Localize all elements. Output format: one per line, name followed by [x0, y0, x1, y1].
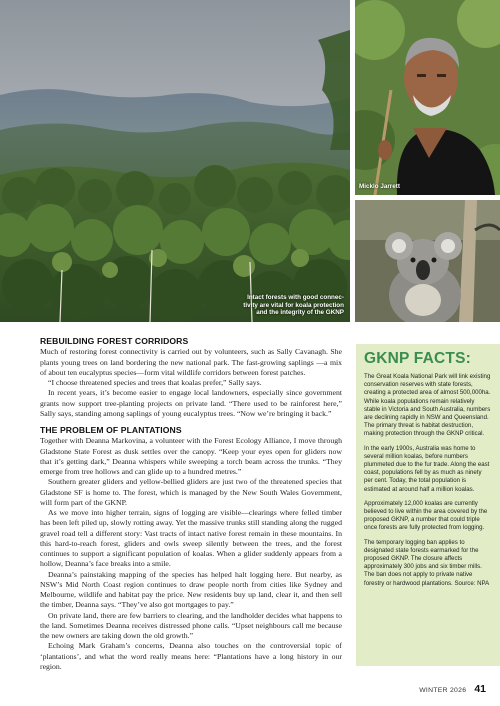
- fact-paragraph: The temporary logging ban applies to designated state forests earmarked for the proposed GKNP. The closure affects approximately 300 jobs and six timber mills. The ban does not apply to private native forestry or hardwood plantations. Source: NPA: [364, 538, 490, 587]
- forest-photo: [0, 0, 350, 322]
- article-paragraph: Deanna’s painstaking mapping of the species has helped halt logging here. But nearby, as NSW’s Mid North Coast region continues to draw people north from cities like Sydney and Melbourne, wildlife and habitat pay the price. New residents buy up land, clear it, and then sell the timber, Deanna says. “They’ve also got mortgages to pay.”: [40, 569, 342, 610]
- article-paragraph: Echoing Mark Graham’s concerns, Deanna also touches on the controversial topic of ‘plantations’, and what the word really means here: “Plantations have a long history in our region.: [40, 641, 342, 671]
- portrait-photo: [355, 0, 500, 195]
- forest-caption-line: Intact forests with good connec-: [247, 294, 344, 302]
- forest-image: [0, 0, 350, 322]
- facts-title: GKNP FACTS:: [364, 350, 471, 367]
- forest-photo-caption: [234, 294, 344, 317]
- section-heading-plantations: THE PROBLEM OF PLANTATIONS: [40, 425, 182, 435]
- section-heading-forest-corridors: REBUILDING FOREST CORRIDORS: [40, 336, 189, 346]
- article-body: [40, 334, 342, 672]
- portrait-image: [355, 0, 500, 195]
- koala-image: [355, 200, 500, 322]
- article-paragraph: Much of restoring forest connectivity is carried out by volunteers, such as Sally Cavanagh. She plants young trees on land bordering the new national park. The fast-growing saplings —a mix of about ten eucalyptus species—form vital wildlife corridors between forest patches.: [40, 347, 342, 377]
- fact-paragraph: In the early 1900s, Australia was home to several million koalas, before numbers plummeted due to the fur trade. Along the east coast, populations fell by as much as ninety per cent. Today, the total population is estimated at around half a million koalas.: [364, 444, 490, 493]
- forest-caption-line: and the integrity of the GKNP: [256, 309, 344, 317]
- issue-label: WINTER 2026: [419, 687, 467, 694]
- article-paragraph: As we move into higher terrain, signs of logging are visible—clearings where felled timber has been left piled up, slowly rotting away. Yet the massive trunks still standing along the rugged gravel road tell a different story: Vast tracts of intact native forest remain in these mountains. In this hard-to-reach forest, gliders and owls sweep silently between the trees, and the forest continues to support a significant population of koalas. When a glider suddenly appears from a hollow, Deanna’s face breaks into a smile.: [40, 508, 342, 569]
- page-number: 41: [474, 683, 486, 695]
- fact-paragraph: Approximately 12,000 koalas are currently believed to live within the area covered by the proposed GKNP, a number that could triple once forests are fully protected from logging.: [364, 499, 488, 532]
- portrait-caption: Micklo Jarrett: [359, 183, 400, 191]
- article-paragraph: On private land, there are few barriers to clearing, and the landholder decides what happens to the land. Sometimes Deanna receives distressed phone calls. “Upset neighbours call me because the new owners are taking down the old growth.”: [40, 610, 342, 640]
- forest-caption-line: tivity are vital for koala protection: [243, 301, 344, 309]
- article-paragraph: “I choose threatened species and trees that koalas prefer,” Sally says.: [48, 378, 262, 387]
- article-paragraph: Together with Deanna Markovina, a volunteer with the Forest Ecology Alliance, I move through Gladstone State Forest as dusk settles over the canopy. “Keep your eyes open for gliders now that it’s getting dark,” Deanna whispers while sweeping a torch beam across the trunks. “They emerge from tree hollows and can glide up to a hundred metres.”: [40, 436, 342, 476]
- page-footer: [419, 683, 486, 695]
- gknp-facts-box: [356, 344, 500, 666]
- article-paragraph: Southern greater gliders and yellow-bellied gliders are just two of the threatened species that Gladstone SF is home to. The forest, which is managed by the New South Wales Government, will form part of the GKNP.: [40, 477, 342, 507]
- koala-photo: [355, 200, 500, 322]
- fact-paragraph: The Great Koala National Park will link existing conservation reserves with state forests, creating a protected area of almost 500,000ha. While koala populations remain relatively stable in Victoria and South Australia, numbers are declining rapidly in NSW and Queensland. The primary threat is habitat destruction, making protection through the GKNP critical.: [364, 373, 491, 438]
- article-paragraph: In recent years, it’s become easier to engage local landowners, especially since government grants now support tree-planting projects on private land. “There used to be rainforest here,” Sally says, standing among saplings of young eucalyptus trees. “Now we’re bringing it back.”: [40, 388, 342, 418]
